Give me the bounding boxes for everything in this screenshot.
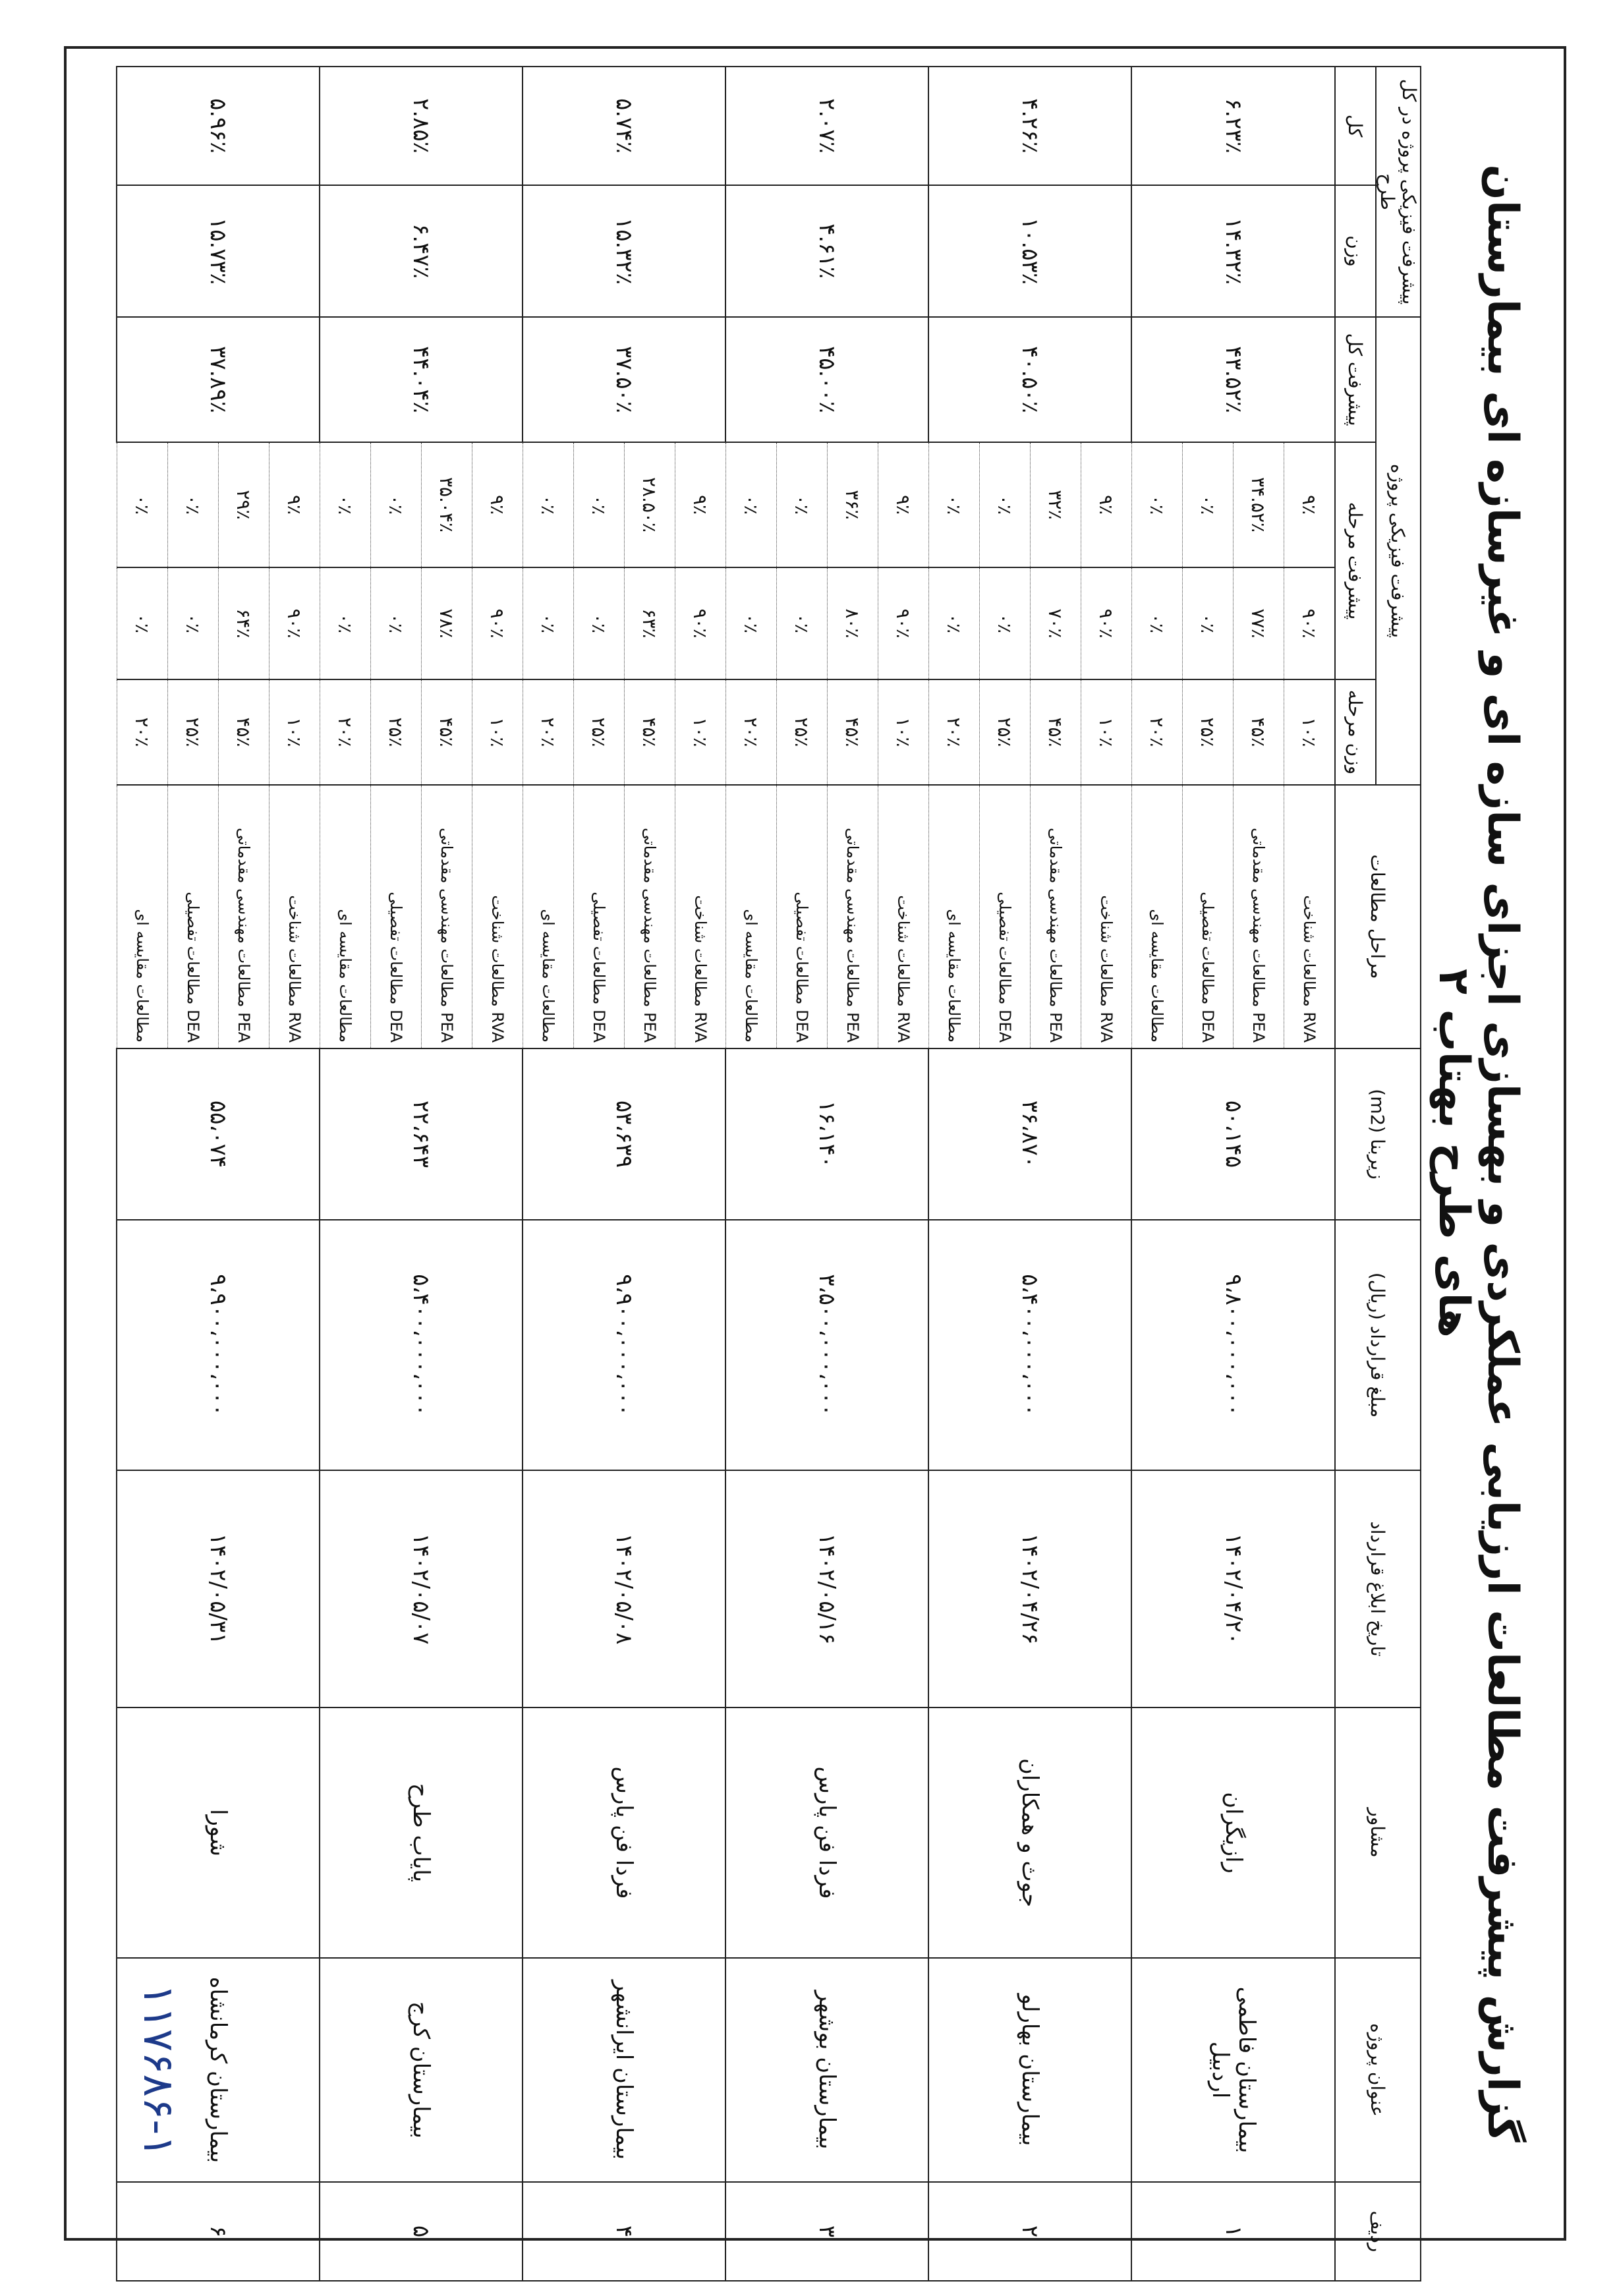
stage-weight: ۲۰٪ xyxy=(117,679,168,785)
stage-weight: ۴۵٪ xyxy=(219,679,270,785)
contract-date: ۱۴۰۲/۰۴/۲۶ xyxy=(929,1470,1132,1708)
contract-amount: ۳،۵۰۰،۰۰۰،۰۰۰ xyxy=(726,1220,929,1470)
contract-date: ۱۴۰۲/۰۵/۱۶ xyxy=(726,1470,929,1708)
area-value: ۱۶،۱۴۰ xyxy=(726,1048,929,1220)
contract-amount: ۵،۴۰۰،۰۰۰،۰۰۰ xyxy=(929,1220,1132,1470)
stage-progress: ۰٪ xyxy=(574,567,625,679)
stage-weight: ۱۰٪ xyxy=(1081,679,1132,785)
stage-name: مطالعات مقایسه ای xyxy=(320,785,371,1048)
plan-weight: ۱۵.۷۳٪ xyxy=(117,185,320,317)
consultant-name: پایاب طرح xyxy=(320,1708,523,1958)
header-physical-progress: پیشرفت فیزیکی پروژه xyxy=(1376,317,1421,785)
stage-progress: ۰٪ xyxy=(1132,567,1183,679)
stage-weighted-progress: ۲۸.۵۰٪ xyxy=(625,442,675,567)
consultant-name: فردا فن پارس xyxy=(726,1708,929,1958)
stage-weighted-progress: ۳۶٪ xyxy=(828,442,878,567)
table-body xyxy=(117,67,1336,2281)
plan-total: ۵.۹۶٪ xyxy=(117,67,320,185)
stage-progress: ۰٪ xyxy=(371,567,422,679)
project-title: بیمارستان کرمانشاه xyxy=(117,1958,320,2182)
stage-name: مطالعات مقایسه ای xyxy=(1132,785,1183,1048)
stage-weighted-progress: ۹٪ xyxy=(878,442,929,567)
header-total-progress: پیشرفت کل xyxy=(1335,317,1376,442)
stage-progress: ۶۴٪ xyxy=(219,567,270,679)
header-project: عنوان پروژه xyxy=(1335,1958,1421,2182)
stage-name: PEA مطالعات مهندسی مقدماتی xyxy=(1031,785,1081,1048)
stage-weight: ۲۰٪ xyxy=(726,679,777,785)
consultant-name: فردا فن پارس xyxy=(523,1708,726,1958)
contract-amount: ۹،۸۰۰،۰۰۰،۰۰۰ xyxy=(1132,1220,1336,1470)
project-title: بیمارستان فاطمی اردبیل xyxy=(1132,1958,1336,2182)
area-value: ۳۶،۸۷۰ xyxy=(929,1048,1132,1220)
stage-weighted-progress: ۰٪ xyxy=(574,442,625,567)
header-weight: وزن xyxy=(1335,185,1376,317)
stage-progress: ۰٪ xyxy=(117,567,168,679)
row-number: ۴ xyxy=(523,2182,726,2281)
plan-weight: ۱۰.۵۳٪ xyxy=(929,185,1132,317)
stage-weighted-progress: ۹٪ xyxy=(270,442,320,567)
stage-progress: ۰٪ xyxy=(320,567,371,679)
stage-progress: ۰٪ xyxy=(777,567,828,679)
contract-amount: ۹،۹۰۰،۰۰۰،۰۰۰ xyxy=(117,1220,320,1470)
stage-progress: ۹۰٪ xyxy=(270,567,320,679)
stage-weight: ۴۵٪ xyxy=(1031,679,1081,785)
stage-weight: ۲۰٪ xyxy=(523,679,574,785)
total-progress: ۴۳.۵۲٪ xyxy=(1132,317,1336,442)
stage-weighted-progress: ۰٪ xyxy=(1183,442,1234,567)
stage-progress: ۰٪ xyxy=(168,567,219,679)
header-row-no: ردیف xyxy=(1335,2182,1421,2281)
consultant-name: شورا xyxy=(117,1708,320,1958)
stage-progress: ۰٪ xyxy=(523,567,574,679)
plan-weight: ۶.۴۷٪ xyxy=(320,185,523,317)
stage-name: RVA مطالعات شناخت xyxy=(675,785,726,1048)
stage-weight: ۲۵٪ xyxy=(980,679,1031,785)
stage-progress: ۰٪ xyxy=(929,567,980,679)
plan-weight: ۱۴.۳۲٪ xyxy=(1132,185,1336,317)
row-number: ۵ xyxy=(320,2182,523,2281)
stage-weight: ۲۵٪ xyxy=(574,679,625,785)
plan-total: ۲.۰۷٪ xyxy=(726,67,929,185)
stage-weighted-progress: ۰٪ xyxy=(117,442,168,567)
row-number: ۳ xyxy=(726,2182,929,2281)
header-stage-progress: پیشرفت مرحله xyxy=(1335,442,1376,679)
header-area: زیربنا (m2) xyxy=(1335,1048,1421,1220)
report-title: گزارش پیشرفت مطالعات ارزیابی عملکردی و بهسازی اجزای سازه ای و غیرسازه ای بیمارستان های طرح بهتاب ۲ xyxy=(1429,164,1527,2142)
total-progress: ۳۷.۵۰٪ xyxy=(523,317,726,442)
stage-name: DEA مطالعات تفصیلی xyxy=(980,785,1031,1048)
area-value: ۵۰،۱۴۵ xyxy=(1132,1048,1336,1220)
table-row xyxy=(1284,67,1336,2281)
stage-weight: ۲۰٪ xyxy=(320,679,371,785)
stage-name: مطالعات مقایسه ای xyxy=(929,785,980,1048)
stage-name: RVA مطالعات شناخت xyxy=(1284,785,1336,1048)
stage-weight: ۴۵٪ xyxy=(625,679,675,785)
total-progress: ۴۰.۵۰٪ xyxy=(929,317,1132,442)
row-number: ۲ xyxy=(929,2182,1132,2281)
stage-weight: ۴۵٪ xyxy=(828,679,878,785)
contract-date: ۱۴۰۲/۰۴/۲۰ xyxy=(1132,1470,1336,1708)
table-row xyxy=(675,67,726,2281)
stage-weight: ۲۵٪ xyxy=(1183,679,1234,785)
stage-weight: ۱۰٪ xyxy=(1284,679,1336,785)
stage-progress: ۸۰٪ xyxy=(828,567,878,679)
stage-weighted-progress: ۹٪ xyxy=(1081,442,1132,567)
total-progress: ۳۷.۸۹٪ xyxy=(117,317,320,442)
stage-weighted-progress: ۰٪ xyxy=(929,442,980,567)
stage-weight: ۲۰٪ xyxy=(1132,679,1183,785)
stage-progress: ۹۰٪ xyxy=(675,567,726,679)
table-row xyxy=(270,67,320,2281)
consultant-name: رازیگران xyxy=(1132,1708,1336,1958)
stage-weight: ۱۰٪ xyxy=(878,679,929,785)
stage-name: DEA مطالعات تفصیلی xyxy=(574,785,625,1048)
stage-name: RVA مطالعات شناخت xyxy=(878,785,929,1048)
contract-amount: ۹،۹۰۰،۰۰۰،۰۰۰ xyxy=(523,1220,726,1470)
stage-progress: ۷۸٪ xyxy=(422,567,472,679)
stamp-number: ۱۱۷۶۸۶-۱ xyxy=(134,1984,183,2158)
stage-weight: ۱۰٪ xyxy=(472,679,523,785)
project-title: بیمارستان ایرانشهر xyxy=(523,1958,726,2182)
area-value: ۲۲،۶۴۳ xyxy=(320,1048,523,1220)
stage-progress: ۹۰٪ xyxy=(472,567,523,679)
header-total: کل xyxy=(1335,67,1376,185)
stage-weight: ۲۰٪ xyxy=(929,679,980,785)
row-number: ۱ xyxy=(1132,2182,1336,2281)
header-consultant: مشاور xyxy=(1335,1708,1421,1958)
stage-progress: ۹۰٪ xyxy=(878,567,929,679)
stage-weight: ۱۰٪ xyxy=(675,679,726,785)
stage-weighted-progress: ۰٪ xyxy=(320,442,371,567)
stage-weighted-progress: ۹٪ xyxy=(1284,442,1336,567)
progress-table xyxy=(117,66,1422,2282)
stage-weighted-progress: ۰٪ xyxy=(980,442,1031,567)
stage-weight: ۲۵٪ xyxy=(168,679,219,785)
stage-weight: ۲۵٪ xyxy=(371,679,422,785)
table-row xyxy=(878,67,929,2281)
contract-date: ۱۴۰۲/۰۵/۳۱ xyxy=(117,1470,320,1708)
header-contract-amount: مبلغ قرارداد (ریال) xyxy=(1335,1220,1421,1470)
stage-weighted-progress: ۰٪ xyxy=(371,442,422,567)
contract-amount: ۵،۴۰۰،۰۰۰،۰۰۰ xyxy=(320,1220,523,1470)
stage-weighted-progress: ۰٪ xyxy=(777,442,828,567)
stage-name: PEA مطالعات مهندسی مقدماتی xyxy=(1234,785,1284,1048)
stage-name: PEA مطالعات مهندسی مقدماتی xyxy=(828,785,878,1048)
project-title: بیمارستان کرج xyxy=(320,1958,523,2182)
stage-weight: ۱۰٪ xyxy=(270,679,320,785)
header-stages: مراحل مطالعات xyxy=(1335,785,1421,1048)
stage-weighted-progress: ۹٪ xyxy=(472,442,523,567)
stage-weighted-progress: ۰٪ xyxy=(726,442,777,567)
stage-name: PEA مطالعات مهندسی مقدماتی xyxy=(219,785,270,1048)
stage-progress: ۰٪ xyxy=(1183,567,1234,679)
stage-name: DEA مطالعات تفصیلی xyxy=(777,785,828,1048)
stage-weighted-progress: ۲۹٪ xyxy=(219,442,270,567)
contract-date: ۱۴۰۲/۰۵/۰۸ xyxy=(523,1470,726,1708)
stage-name: PEA مطالعات مهندسی مقدماتی xyxy=(422,785,472,1048)
stage-weighted-progress: ۳۴.۵۲٪ xyxy=(1234,442,1284,567)
area-value: ۵۳،۶۳۹ xyxy=(523,1048,726,1220)
stage-name: DEA مطالعات تفصیلی xyxy=(1183,785,1234,1048)
stage-progress: ۷۷٪ xyxy=(1234,567,1284,679)
stage-weighted-progress: ۰٪ xyxy=(168,442,219,567)
consultant-name: جوث و همکاران xyxy=(929,1708,1132,1958)
stage-name: مطالعات مقایسه ای xyxy=(523,785,574,1048)
stage-name: RVA مطالعات شناخت xyxy=(472,785,523,1048)
total-progress: ۴۴.۰۴٪ xyxy=(320,317,523,442)
stage-progress: ۹۰٪ xyxy=(1081,567,1132,679)
stage-progress: ۷۰٪ xyxy=(1031,567,1081,679)
contract-date: ۱۴۰۲/۰۵/۰۷ xyxy=(320,1470,523,1708)
plan-weight: ۱۵.۳۲٪ xyxy=(523,185,726,317)
stage-progress: ۰٪ xyxy=(980,567,1031,679)
stage-name: RVA مطالعات شناخت xyxy=(1081,785,1132,1048)
plan-total: ۶.۲۳٪ xyxy=(1132,67,1336,185)
area-value: ۵۵،۰۷۴ xyxy=(117,1048,320,1220)
row-number: ۶ xyxy=(117,2182,320,2281)
stage-progress: ۹۰٪ xyxy=(1284,567,1336,679)
stage-weighted-progress: ۰٪ xyxy=(523,442,574,567)
stage-name: PEA مطالعات مهندسی مقدماتی xyxy=(625,785,675,1048)
stage-progress: ۶۳٪ xyxy=(625,567,675,679)
stage-weighted-progress: ۹٪ xyxy=(675,442,726,567)
table-row xyxy=(472,67,523,2281)
header-stage-weight: وزن مرحله xyxy=(1335,679,1376,785)
plan-weight: ۴.۶۱٪ xyxy=(726,185,929,317)
stage-weight: ۴۵٪ xyxy=(422,679,472,785)
project-title: بیمارستان بهارلو xyxy=(929,1958,1132,2182)
header-contract-date: تاریخ ابلاغ قرارداد xyxy=(1335,1470,1421,1708)
header-in-plan: پیشرفت فیزیکی پروژه در کل طرح xyxy=(1376,67,1421,317)
stage-name: RVA مطالعات شناخت xyxy=(270,785,320,1048)
total-progress: ۴۵.۰۰٪ xyxy=(726,317,929,442)
plan-total: ۲.۸۵٪ xyxy=(320,67,523,185)
stage-progress: ۰٪ xyxy=(726,567,777,679)
table-row xyxy=(1081,67,1132,2281)
stage-name: DEA مطالعات تفصیلی xyxy=(168,785,219,1048)
stage-weighted-progress: ۳۵.۰۴٪ xyxy=(422,442,472,567)
stage-name: DEA مطالعات تفصیلی xyxy=(371,785,422,1048)
stage-weighted-progress: ۰٪ xyxy=(1132,442,1183,567)
stage-weight: ۴۵٪ xyxy=(1234,679,1284,785)
plan-total: ۴.۲۶٪ xyxy=(929,67,1132,185)
stage-name: مطالعات مقایسه ای xyxy=(117,785,168,1048)
project-title: بیمارستان بوشهر xyxy=(726,1958,929,2182)
stage-weighted-progress: ۳۲٪ xyxy=(1031,442,1081,567)
stage-weight: ۲۵٪ xyxy=(777,679,828,785)
stage-name: مطالعات مقایسه ای xyxy=(726,785,777,1048)
plan-total: ۵.۷۴٪ xyxy=(523,67,726,185)
